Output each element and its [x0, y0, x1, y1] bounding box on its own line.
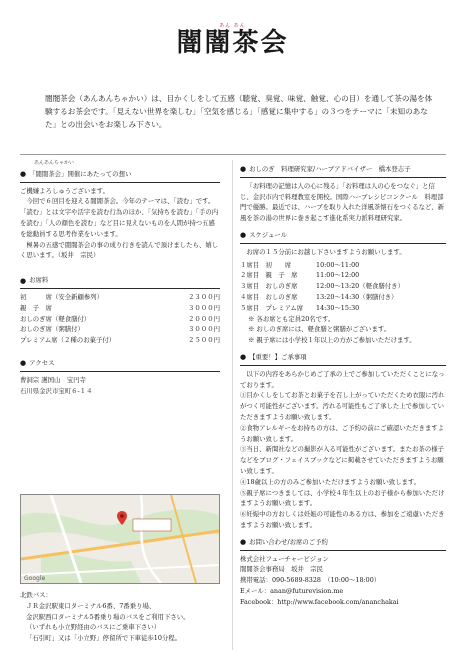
schedule-seat: １席目 初 席: [240, 260, 292, 269]
greeting-text: [20, 186, 220, 262]
notice-item: ③当日、新聞社などの撮影が入る可能性がございます。またお茶の様子などをブログ・フェイスブックなどに掲載させていただきますようお願い致します。: [240, 445, 444, 475]
bullet-icon: ●: [240, 353, 247, 362]
bullet-icon: ●: [20, 276, 27, 285]
schedule-row: [240, 292, 446, 303]
temple-address: 石川県金沢市宝町６-１４: [20, 386, 93, 395]
schedule-seat: ５席目 プレミアム席: [240, 303, 304, 312]
fees-rule: [20, 288, 220, 289]
contact-heading-text: お問い合わせ/お席のご予約: [249, 537, 328, 546]
schedule-row: [240, 260, 446, 271]
schedule-time: 12:00～13:20（軽食膳付き）: [316, 282, 404, 291]
greeting-line: 今回で６回目を迎える闇闇茶会。今年のテーマは、「読む」です。「読む」とは文字や活字を読む行為のほか、「気持ちを読む」「手の内を読む」「人の顔色を読む」など目に見えないものを人間が持つ五感を総動員する思考作業をいいます。: [20, 197, 219, 238]
schedule-note: ※ 親子席には小学校１年以上の方がご参加いただけます。: [248, 336, 416, 345]
schedule-seat: ４席目 おしのぎ席: [240, 292, 298, 301]
schedule-table: [240, 260, 446, 314]
bullet-icon: ●: [240, 231, 247, 240]
notice-item: ①目かくしをしてお茶とお菓子を召し上がっていただくため衣服に汚れがつく可能性がございます。汚れる可能性もご了承した上で参加していただきますようお願い致します。: [240, 391, 445, 421]
schedule-time: 11:00～12:00: [316, 271, 360, 280]
schedule-rule: [240, 243, 446, 244]
temple-name: 曹洞宗 護国山 宝円寺: [20, 375, 86, 384]
fee-price: ３０００円: [188, 325, 220, 334]
fee-seat: プレミアム席（２種のお菓子付）: [20, 336, 116, 345]
notice-list: [240, 390, 446, 530]
bus-line: 金沢駅西口ターミナル5番乗り場のバスをご利用下さい。: [26, 612, 190, 621]
greeting-rule: [20, 182, 220, 183]
schedule-row: [240, 303, 446, 314]
email-address[interactable]: Eメール：anan@futurevision.me: [240, 586, 344, 595]
fee-price: ３０００円: [188, 303, 220, 312]
notice-section: [240, 352, 446, 531]
greeting-heading: [20, 169, 220, 180]
access-map[interactable]: [20, 494, 220, 584]
notice-item: ②食物アレルギーをお持ちの方は、ご予約の前にご確認いただきますようお願い致します。: [240, 423, 445, 443]
fee-seat: 親 子 席: [20, 303, 52, 312]
fee-price: ２５００円: [188, 336, 220, 345]
map-graphic: [21, 495, 219, 583]
column-divider: [232, 160, 233, 650]
schedule-note: ※ 各お席とも定員20名です。: [248, 314, 335, 323]
bus-line: （いずれも小立野経由のバスにご乗車下さい）: [26, 623, 161, 632]
google-logo: Google: [24, 575, 46, 582]
schedule-time: 13:20～14:30（粥膳付き）: [316, 292, 398, 301]
schedule-note: ※ おしのぎ席には、軽食膳と粥膳がございます。: [248, 325, 391, 334]
schedule-section: [240, 230, 446, 346]
schedule-intro: お席の１５分前にお越し下さいますようお願いします。: [246, 247, 406, 256]
schedule-heading: [240, 230, 446, 241]
bullet-icon: ●: [20, 359, 27, 368]
greeting-line: 極暑の五感で闇闇茶会の事の成り行きを読んで頂けましたら、嬉しく思います。（坂井 宗民）: [20, 240, 219, 260]
fee-seat: おしのぎ席（軽食膳付）: [20, 314, 91, 323]
office-name: 闇闇茶会事務局 坂井 宗民: [240, 565, 324, 574]
title-block: [0, 22, 465, 57]
intro-separator: [20, 154, 446, 155]
fee-price: ２３００円: [188, 292, 220, 301]
fee-row: [20, 292, 220, 303]
title-ruby: あん あん: [219, 23, 246, 29]
greeting-section: [20, 158, 220, 261]
schedule-row: [240, 270, 446, 281]
bus-line: 「石引町」又は「小立野」停留所で下車徒歩10分程。: [26, 634, 182, 643]
schedule-heading-text: スケジュール: [249, 230, 288, 239]
schedule-time: 14:30～15:30: [316, 303, 360, 312]
access-heading: [20, 358, 220, 369]
page-title: 闇闇茶会: [176, 28, 289, 58]
schedule-seat: ２席目 親 子 席: [240, 271, 298, 280]
contact-section: [240, 537, 446, 608]
schedule-notes: [240, 314, 446, 346]
contact-heading: [240, 537, 446, 548]
fee-table: [20, 292, 220, 346]
schedule-row: [240, 281, 446, 292]
facebook-link[interactable]: Facebook：http://www.facebook.com/ananchakai: [240, 597, 399, 606]
bullet-icon: ●: [240, 538, 247, 547]
bus-line: ＪＲ金沢駅東口ターミナル6番、7番乗り場、: [26, 601, 156, 610]
company-name: 株式会社フューチャービジョン: [240, 554, 329, 563]
fee-seat: おしのぎ席（粥膳付）: [20, 325, 84, 334]
schedule-time: 10:00～11:00: [316, 260, 360, 269]
bus-line: 北鉄バス：: [20, 591, 52, 599]
schedule-seat: ３席目 おしのぎ席: [240, 282, 298, 291]
greeting-heading-ruby: あんあんちゃかい: [34, 160, 75, 166]
notice-heading: [240, 352, 446, 363]
fee-row: [20, 303, 220, 314]
notice-intro: 以下の内容をあらかじめご了承の上でご参加していただくことになっております。: [240, 369, 445, 389]
oshinogi-text: 「お料理の記憶は人の心に残る」「お料理は人の心をつなぐ」と信じ、金沢市内で料理教室を開校。国際ハーブレシピコンクール 料理部門で優勝。最近では、ハーブを取り入れた洋風茶懐石をつくるなど、新風を茶の湯の世界に巻き起こす進化系実力派料理研究家。: [240, 181, 445, 223]
phone-number[interactable]: 携帯電話：090-5689-8328 （10:00～18:00）: [240, 576, 381, 585]
fee-row: [20, 335, 220, 346]
notice-item: ⑥妊娠中の方おしくは妊娠の可能性のある方は、参加をご遠慮いただきますようお願い致します。: [240, 510, 445, 529]
bus-section: [20, 590, 225, 644]
fees-section: [20, 275, 220, 346]
greeting-heading-text: 「闇闇茶会」開催にあたっての想い: [29, 169, 132, 178]
access-rule: [20, 371, 220, 372]
bullet-icon: ●: [240, 165, 247, 174]
fee-seat: 初 席（安全新顧参列）: [20, 292, 104, 301]
oshinogi-rule: [240, 177, 446, 178]
left-column: [20, 158, 220, 396]
greeting-line: ご機嫌よろしゅうございます。: [20, 186, 109, 195]
fees-heading: [20, 275, 220, 286]
access-address: [20, 375, 220, 397]
fees-heading-text: お席料: [29, 276, 49, 285]
oshinogi-heading-text: おしのぎ 料理研究家/ハーブアドバイザー 橋本登志子: [249, 165, 411, 173]
access-section: [20, 358, 220, 396]
notice-item: ⑤親子席につきましては、小学校４年生以上のお子様から参加いただけますようお願い致します。: [240, 488, 445, 508]
notice-item: ④18歳以上の方のみご参加いただけますようお願い致します。: [240, 477, 421, 486]
oshinogi-section: [240, 164, 446, 224]
fee-row: [20, 324, 220, 335]
intro-paragraph: 闇闇茶会（あんあんちゃかい）は、目かくしをして五感（聴覚、臭覚、味覚、触覚、心の目）を通して茶の湯を体験するお茶会です。「見えない世界を楽しむ」「空気を感じる」「感覚に集中する」の３つをテーマに「未知のあなた」との出会いをお楽しみ下さい。: [45, 94, 433, 130]
oshinogi-heading: [240, 164, 446, 175]
bullet-icon: ●: [20, 170, 27, 179]
contact-rule: [240, 550, 446, 551]
notice-rule: [240, 365, 446, 366]
right-column: [240, 164, 446, 607]
location-pin-icon[interactable]: [117, 511, 127, 525]
fee-row: [20, 314, 220, 325]
access-heading-text: アクセス: [29, 358, 55, 367]
contact-list: [240, 554, 446, 608]
fee-price: ２０００円: [188, 314, 220, 323]
notice-heading-text: 【重要！】ご承事項: [249, 352, 307, 361]
